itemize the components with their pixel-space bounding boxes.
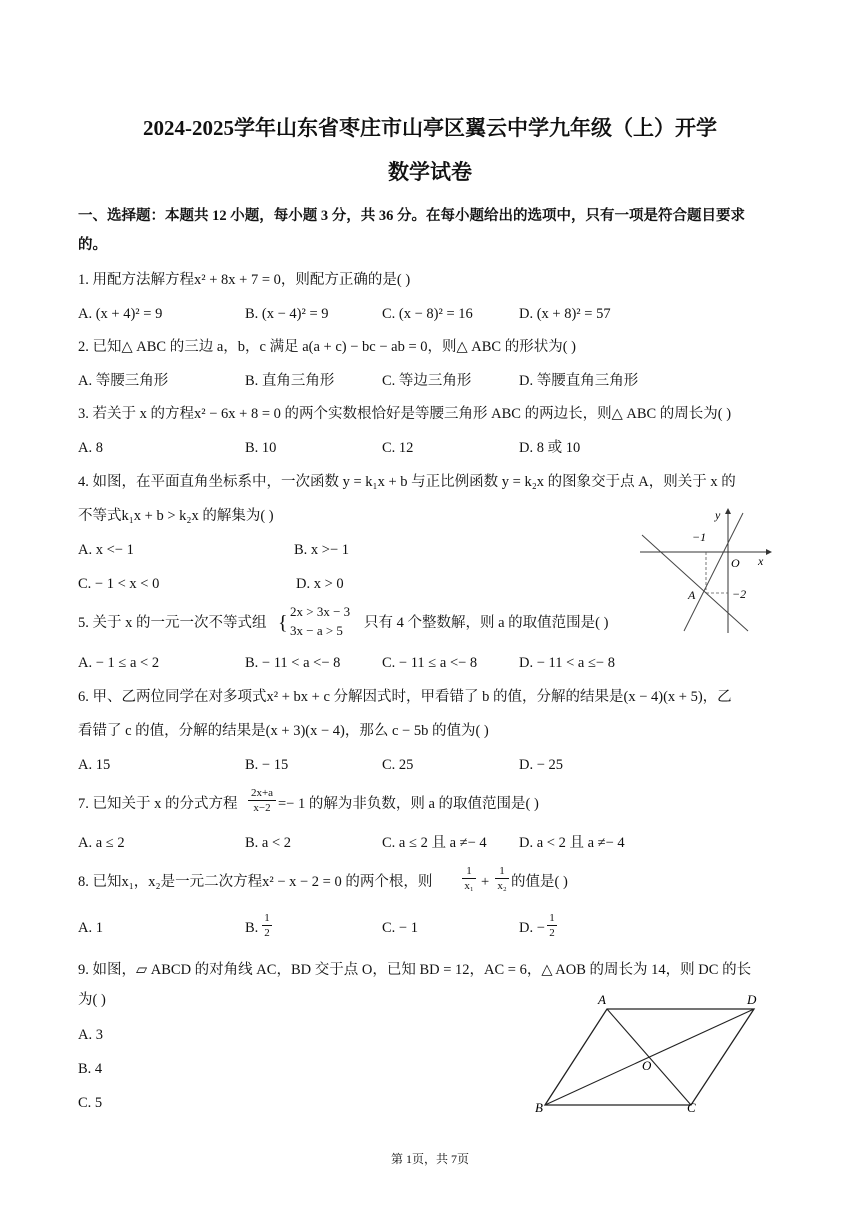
vertex-c-label: C [687, 1100, 696, 1115]
q6-option-a[interactable]: A. 15 [78, 757, 111, 773]
q4-option-c[interactable]: C. − 1 < x < 0 [78, 576, 160, 592]
q5-option-c[interactable]: C. − 11 ≤ a <− 8 [382, 655, 478, 671]
x-axis-label: x [758, 554, 764, 568]
q8-d-num: 1 [547, 911, 557, 926]
q8-option-b-fraction [262, 911, 272, 940]
q8-option-c[interactable]: C. − 1 [382, 920, 418, 936]
q7-option-b[interactable]: B. a < 2 [245, 835, 292, 851]
q8-option-d[interactable]: D. − [519, 920, 545, 936]
q8-fraction-2 [495, 864, 509, 893]
q5-option-a[interactable]: A. − 1 ≤ a < 2 [78, 655, 160, 671]
question-2-stem: 2. 已知△ ABC 的三边 a，b，c 满足 a(a + c) − bc − ab = 0，则△ ABC 的形状为( ) [78, 339, 577, 355]
question-1-stem: 1. 用配方法解方程x² + 8x + 7 = 0，则配方正确的是( ) [78, 272, 411, 288]
q6-option-d[interactable]: D. − 25 [519, 757, 564, 773]
tick-minus1: −1 [692, 530, 707, 544]
q7-option-a[interactable]: A. a ≤ 2 [78, 835, 125, 851]
line-k1 [642, 535, 748, 631]
q3-option-c[interactable]: C. 12 [382, 440, 414, 456]
q8-frac1-num: 1 [462, 864, 476, 879]
q1-option-c[interactable]: C. (x − 8)² = 16 [382, 306, 473, 322]
question-8-stem-pre: 8. 已知x₁，x₂是一元二次方程x² − x − 2 = 0 的两个根，则 [78, 874, 433, 890]
q8-b-den: 2 [264, 927, 270, 939]
q4-option-d[interactable]: D. x > 0 [296, 576, 344, 592]
q1-option-a[interactable]: A. (x + 4)² = 9 [78, 306, 163, 322]
q5-inequality-2: 3x − a > 5 [290, 623, 343, 638]
q8-frac2-num: 1 [495, 864, 509, 879]
q8-frac2-den: x₂ [497, 880, 507, 892]
vertex-b-label: B [535, 1100, 543, 1115]
tick-minus2: −2 [732, 587, 747, 601]
q9-option-a[interactable]: A. 3 [78, 1027, 103, 1043]
q7-option-d[interactable]: D. a < 2 且 a ≠− 4 [519, 835, 625, 851]
section-header-cont: 的。 [78, 237, 107, 253]
question-9-stem-cont: 为( ) [78, 992, 106, 1008]
q3-option-a[interactable]: A. 8 [78, 440, 103, 456]
question-3-stem: 3. 若关于 x 的方程x² − 6x + 8 = 0 的两个实数根恰好是等腰三角形 ABC 的两边长，则△ ABC 的周长为( ) [78, 406, 732, 422]
q9-option-c[interactable]: C. 5 [78, 1095, 103, 1111]
question-4-stem-cont: 不等式k₁x + b > k₂x 的解集为( ) [78, 508, 274, 524]
question-7-stem-pre: 7. 已知关于 x 的分式方程 [78, 796, 238, 812]
q1-option-d[interactable]: D. (x + 8)² = 57 [519, 306, 611, 322]
q9-option-b[interactable]: B. 4 [78, 1061, 103, 1077]
center-o-label: O [642, 1058, 652, 1073]
q8-fraction-1 [462, 864, 476, 893]
q3-option-d[interactable]: D. 8 或 10 [519, 440, 581, 456]
vertex-a-label: A [598, 992, 606, 1007]
q2-option-a[interactable]: A. 等腰三角形 [78, 373, 169, 389]
q2-option-b[interactable]: B. 直角三角形 [245, 373, 335, 389]
paper-title-line1: 2024-2025学年山东省枣庄市山亭区翼云中学九年级（上）开学 [143, 116, 717, 140]
point-a-label: A [688, 588, 696, 602]
question-5-stem-post: 只有 4 个整数解，则 a 的取值范围是( ) [364, 615, 609, 631]
q7-fraction-numerator: 2x+a [248, 786, 276, 801]
q5-inequality-1: 2x > 3x − 3 [290, 604, 351, 619]
question-6-stem: 6. 甲、乙两位同学在对多项式x² + bx + c 分解因式时，甲看错了 b 的值，分解的结果是(x − 4)(x + 5)，乙 [78, 689, 732, 705]
q3-option-b[interactable]: B. 10 [245, 440, 277, 456]
q7-fraction [248, 786, 276, 815]
question-8-stem-post: 的值是( ) [511, 874, 568, 890]
q1-option-b[interactable]: B. (x − 4)² = 9 [245, 306, 329, 322]
q8-option-d-fraction [547, 911, 557, 940]
vertex-d-label: D [747, 992, 757, 1007]
q2-option-c[interactable]: C. 等边三角形 [382, 373, 472, 389]
q4-option-a[interactable]: A. x <− 1 [78, 542, 134, 558]
brace-symbol: { [278, 612, 288, 634]
origin-label: O [731, 556, 740, 570]
question-9-stem: 9. 如图，▱ ABCD 的对角线 AC，BD 交于点 O，已知 BD = 12，AC = 6，△ AOB 的周长为 14，则 DC 的长 [78, 962, 752, 978]
q4-option-b[interactable]: B. x >− 1 [294, 542, 350, 558]
q2-option-d[interactable]: D. 等腰直角三角形 [519, 373, 639, 389]
q5-option-d[interactable]: D. − 11 < a ≤− 8 [519, 655, 615, 671]
page-footer: 第 1页，共 7页 [390, 1152, 469, 1166]
q7-option-c[interactable]: C. a ≤ 2 且 a ≠− 4 [382, 835, 487, 851]
q6-option-b[interactable]: B. − 15 [245, 757, 289, 773]
question-4-stem: 4. 如图，在平面直角坐标系中，一次函数 y = k₁x + b 与正比例函数 y = k₂x 的图象交于点 A，则关于 x 的 [78, 474, 736, 490]
paper-title-line2: 数学试卷 [388, 160, 472, 184]
y-axis-label: y [715, 508, 721, 522]
q8-option-b[interactable]: B. [245, 920, 259, 936]
q8-plus: + [481, 874, 490, 890]
q4-graph-figure [640, 505, 775, 635]
q7-fraction-denominator: x−2 [253, 802, 271, 814]
q8-option-a[interactable]: A. 1 [78, 920, 103, 936]
q8-d-den: 2 [549, 927, 555, 939]
question-5-stem-pre: 5. 关于 x 的一元一次不等式组 [78, 615, 267, 631]
q8-frac1-den: x₁ [464, 880, 474, 892]
q8-b-num: 1 [262, 911, 272, 926]
question-6-stem-cont: 看错了 c 的值，分解的结果是(x + 3)(x − 4)，那么 c − 5b 的值为( ) [78, 723, 489, 739]
question-7-stem-post: =− 1 的解为非负数，则 a 的取值范围是( ) [278, 796, 539, 812]
q9-parallelogram-figure [535, 988, 775, 1118]
q5-option-b[interactable]: B. − 11 < a <− 8 [245, 655, 341, 671]
section-header: 一、选择题：本题共 12 小题，每小题 3 分，共 36 分。在每小题给出的选项中，只有一项是符合题目要求 [78, 208, 745, 224]
q6-option-c[interactable]: C. 25 [382, 757, 414, 773]
